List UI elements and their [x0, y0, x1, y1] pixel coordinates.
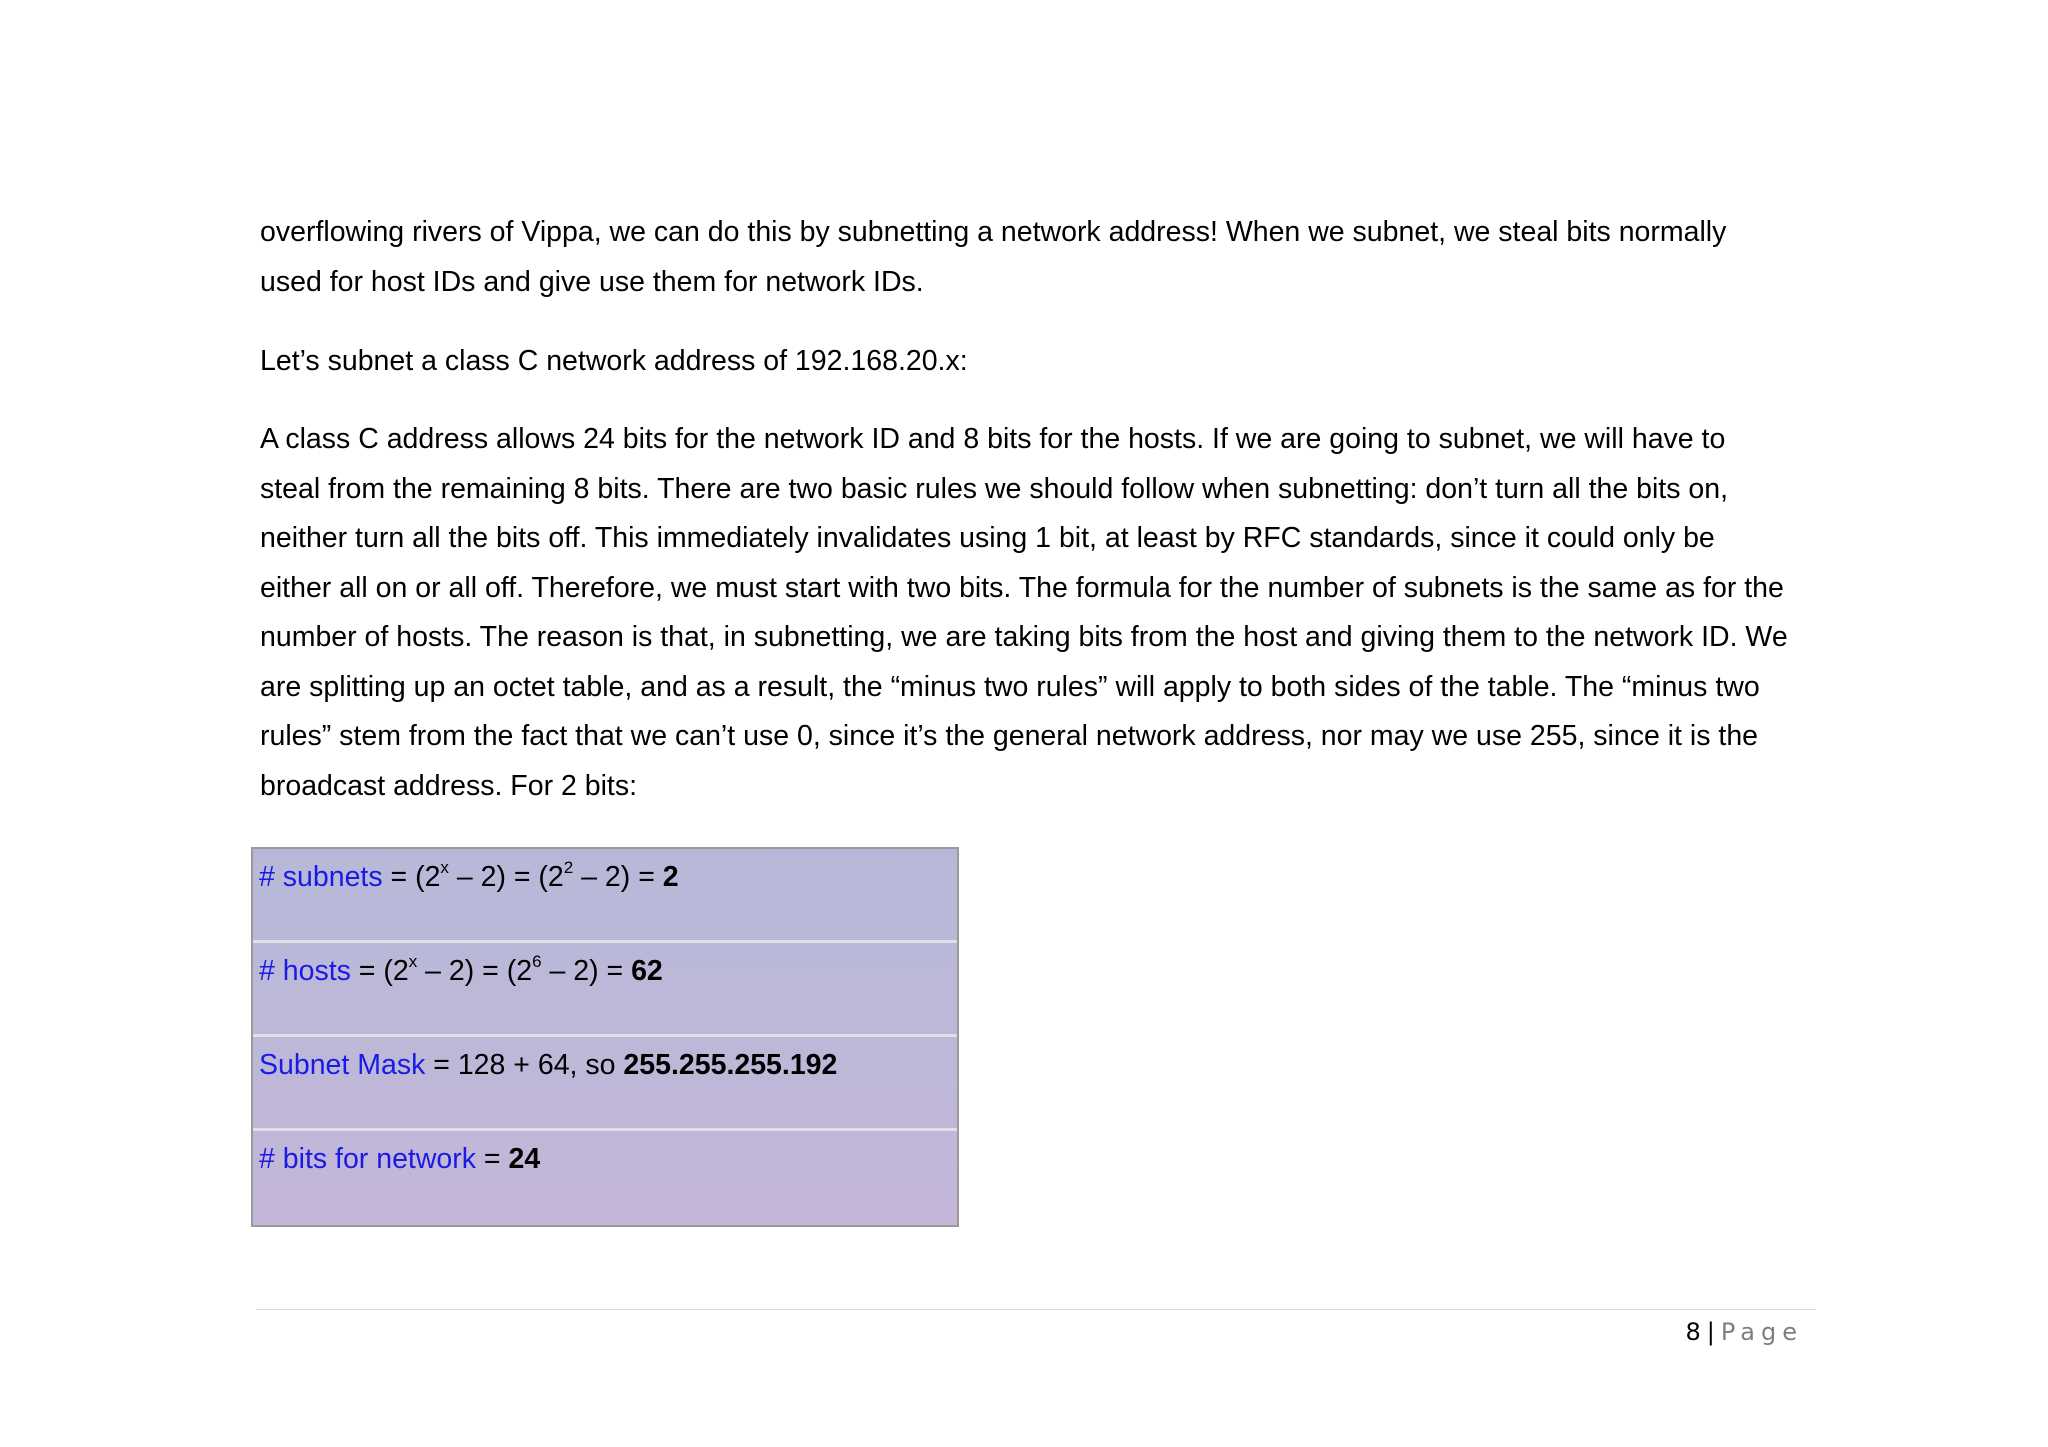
formula-row-subnets — [253, 849, 957, 943]
formula-label-subnets: # subnets — [259, 861, 383, 893]
footer-divider — [256, 1309, 1816, 1310]
formula-exponent: x — [440, 857, 449, 877]
formula-text: = — [476, 1143, 509, 1175]
formula-row-hosts — [253, 943, 957, 1037]
formula-text: – 2) = — [541, 955, 632, 987]
formula-text: = (2 — [382, 861, 441, 893]
formula-text: = (2 — [350, 955, 409, 987]
formula-label-hosts: # hosts — [259, 955, 351, 987]
formula-text: – 2) = — [573, 861, 663, 893]
paragraph-class-c: Let’s subnet a class C network address of 192.168.20.x: — [260, 345, 968, 377]
formula-result-network-bits: 24 — [508, 1143, 541, 1175]
formula-exponent: x — [408, 951, 418, 971]
formula-exponent: 2 — [563, 857, 574, 877]
formula-result-hosts: 62 — [631, 955, 663, 987]
formula-exponent: 6 — [532, 951, 542, 971]
formula-text: – 2) = (2 — [417, 955, 533, 987]
formula-row-subnet-mask — [253, 1037, 957, 1131]
page-label: Page — [1720, 1318, 1803, 1346]
formula-label-network-bits: # bits for network — [259, 1143, 477, 1175]
paragraph-explanation: A class C address allows 24 bits for the network ID and 8 bits for the hosts. If we are going to subnet, we will have to steal from the remaining 8 bits. There are two basic rules we should follow when subnetting: don’t turn all the bits on, neither turn all the bits off. This immediately invalidates using 1 bit, at least by RFC standards, since it could only be either all on or all off. Therefore, we must start with two bits. The formula for the number of subnets is the same as for the number of hosts. The reason is that, in subnetting, we are taking bits from the host and giving them to the network ID. We are splitting up an octet table, and as a result, the “minus two rules” will apply to both sides of the table. The “minus two rules” stem from the fact that we can’t use 0, since it’s the general network address, nor may we use 255, since it is the broadcast address. For 2 bits: — [260, 423, 1788, 802]
formula-row-network-bits — [253, 1131, 957, 1225]
page-number: 8 — [1685, 1318, 1701, 1346]
page-footer — [1686, 1316, 1803, 1348]
formula-text: = 128 + 64, so — [425, 1049, 624, 1081]
formula-table — [251, 847, 959, 1227]
formula-result-subnet-mask: 255.255.255.192 — [623, 1049, 838, 1081]
formula-label-subnet-mask: Subnet Mask — [259, 1049, 426, 1081]
paragraph-intro: overflowing rivers of Vippa, we can do this by subnetting a network address! When we subnet, we steal bits normally used for host IDs and give use them for network IDs. — [260, 216, 1727, 298]
formula-text: – 2) = (2 — [448, 861, 564, 893]
formula-result-subnets: 2 — [662, 861, 679, 893]
footer-separator: | — [1706, 1318, 1715, 1346]
